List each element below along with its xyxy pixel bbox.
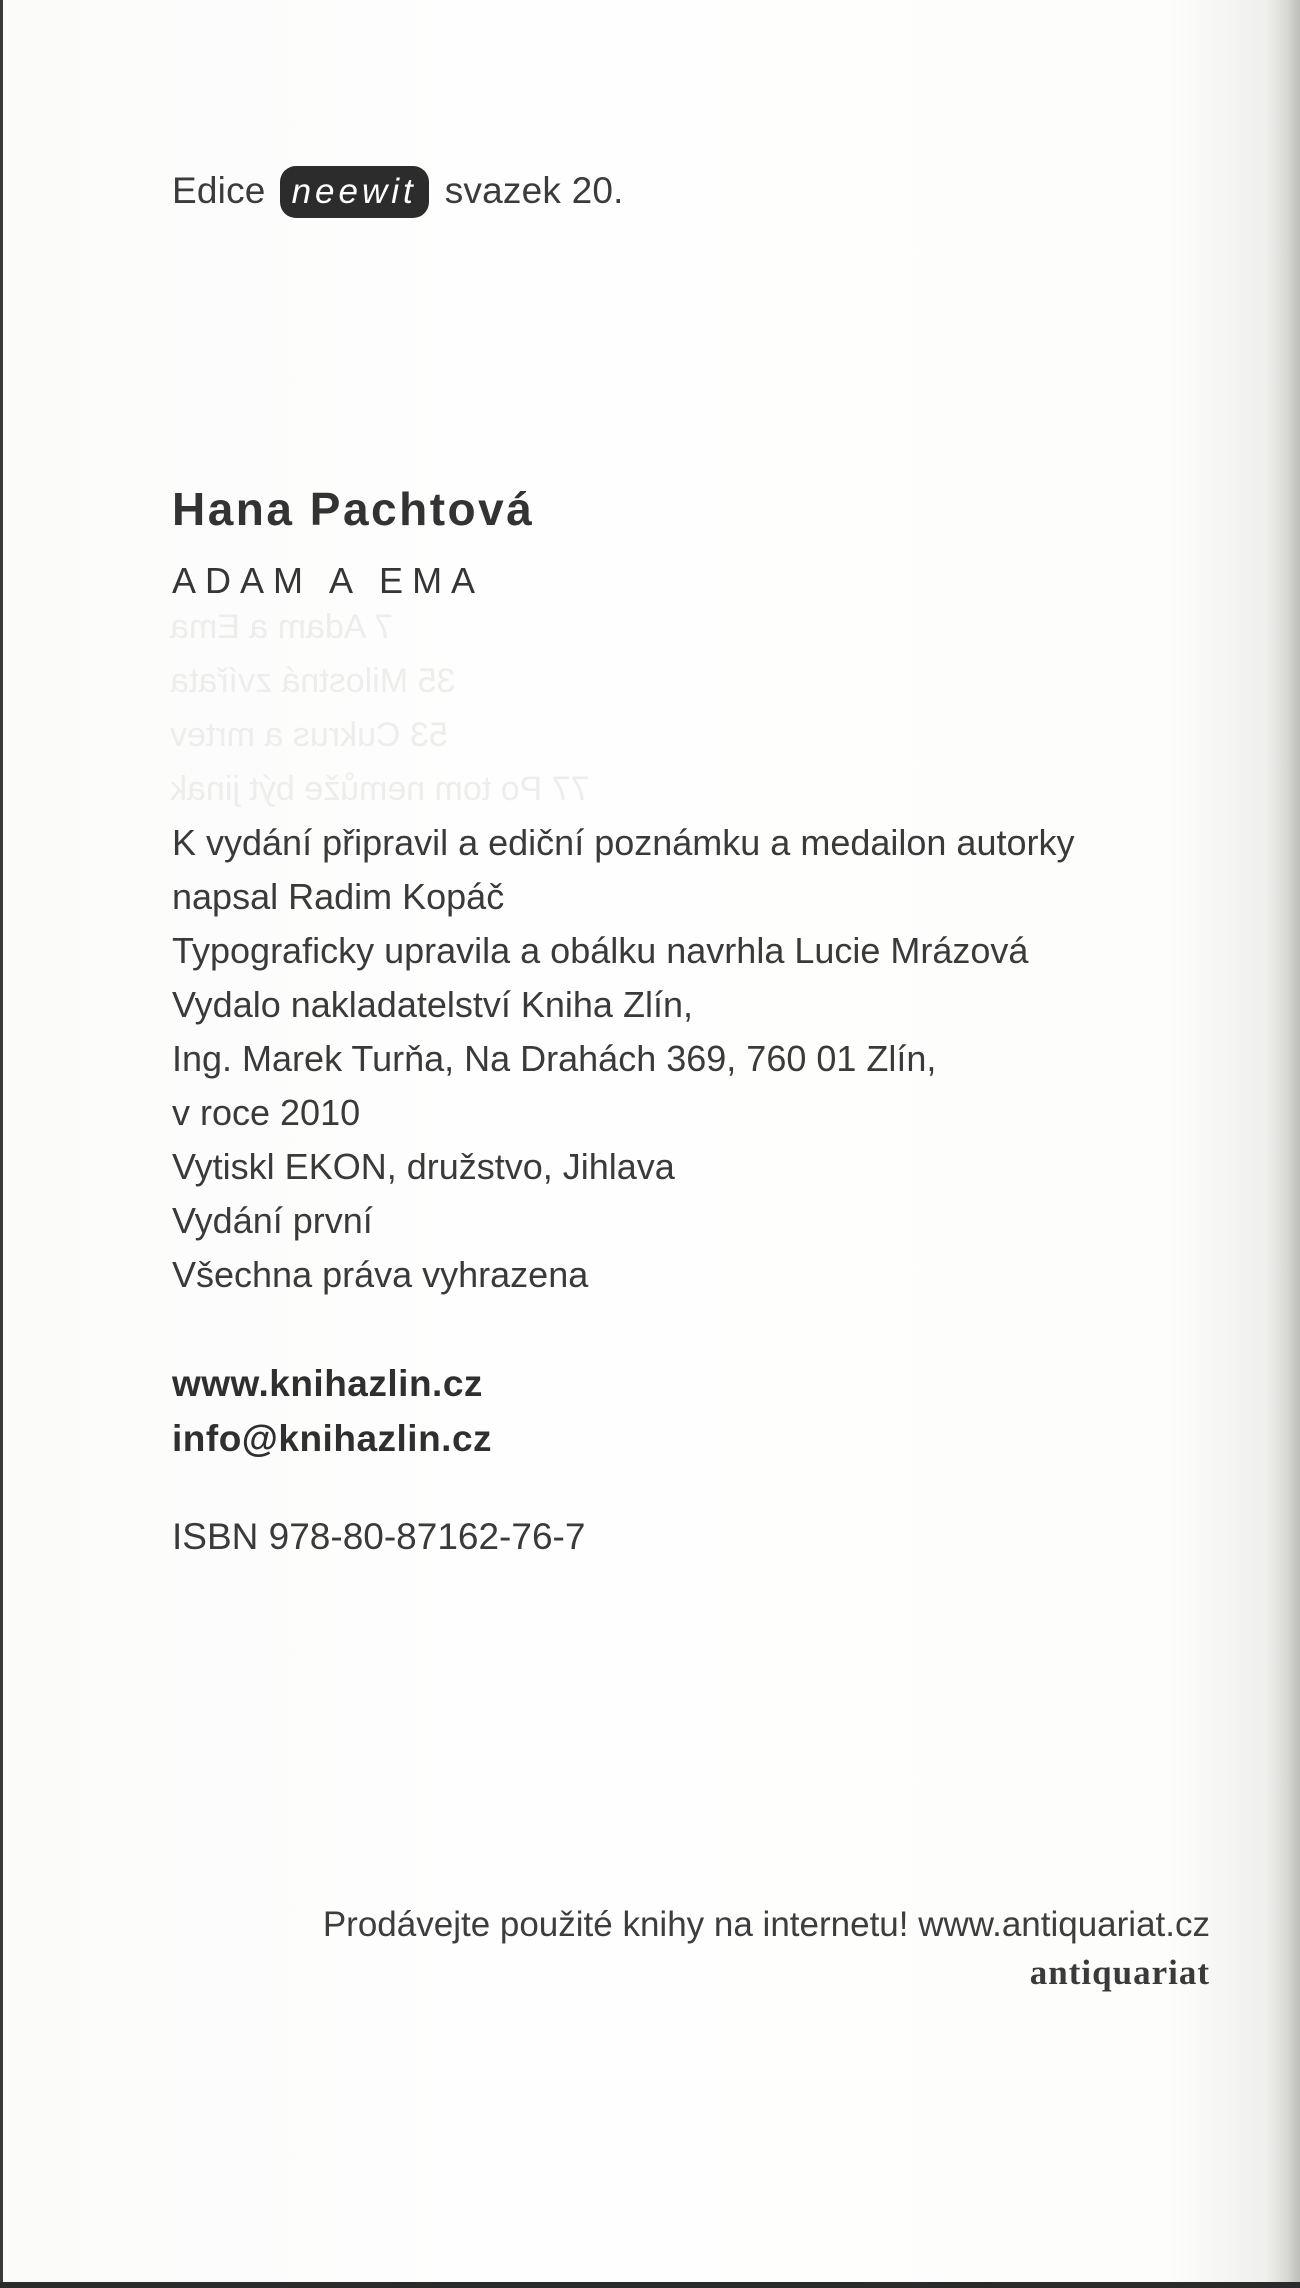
imprint-line: Všechna práva vyhrazena [172, 1254, 589, 1295]
series-logo: neewit [280, 166, 429, 218]
series-prefix: Edice [172, 170, 266, 211]
imprint-block [172, 816, 1252, 1302]
isbn: ISBN 978-80-87162-76-7 [172, 1516, 586, 1557]
promo-text: Prodávejte použité knihy na internetu! www.antiquariat.cz [322, 1905, 1210, 1944]
show-through-text: 7 Adam a Ema [170, 608, 394, 646]
imprint-line: napsal Radim Kopáč [172, 876, 505, 917]
show-through-text: 77 Po tom nemůže být jinak [170, 770, 590, 808]
contacts-block [172, 1356, 492, 1466]
book-title: ADAM A EMA [172, 560, 485, 601]
imprint-line: K vydání připravil a ediční poznámku a medailon autorky [172, 822, 1075, 863]
imprint-line: v roce 2010 [172, 1092, 361, 1133]
email-link[interactable]: info@knihazlin.cz [172, 1418, 493, 1459]
author-name: Hana Pachtová [172, 483, 535, 535]
scan-edge-right [1266, 0, 1300, 2288]
imprint-line: Vydání první [172, 1200, 373, 1241]
imprint-line: Vytiskl EKON, družstvo, Jihlava [172, 1146, 675, 1187]
imprint-line: Ing. Marek Turňa, Na Drahách 369, 760 01 Zlín, [172, 1038, 937, 1079]
imprint-line: Vydalo nakladatelství Kniha Zlín, [172, 984, 693, 1025]
series-volume: svazek 20. [444, 170, 624, 211]
series-line [172, 166, 624, 216]
website-link[interactable]: www.knihazlin.cz [172, 1363, 483, 1404]
imprint-line: Typograficky upravila a obálku navrhla Lucie Mrázová [172, 930, 1029, 971]
show-through-text: 35 Milostná zvířata [170, 662, 456, 700]
scan-edge-left [0, 0, 3, 2288]
scan-edge-bottom [0, 2282, 1300, 2288]
show-through-text: 53 Cukrus a mrtev [170, 716, 448, 754]
antiquariat-stamp: antiquariat [1029, 1953, 1210, 1992]
